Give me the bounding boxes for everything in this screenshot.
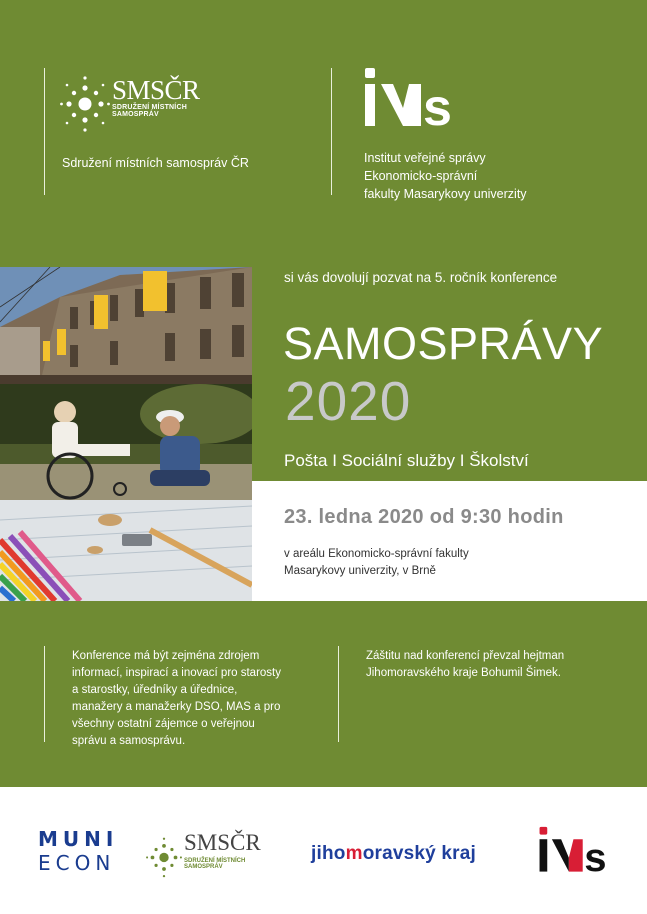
sun-dots-icon xyxy=(60,72,110,132)
conference-topics: Pošta I Sociální služby I Školství xyxy=(284,451,529,470)
date-panel xyxy=(252,481,647,601)
wheelchair-photo xyxy=(0,384,252,500)
right-org-line-3: fakulty Masarykovy univerzity xyxy=(364,187,527,201)
purpose-line-6: správu a samosprávu. xyxy=(72,735,186,747)
patronage-line-1: Záštitu nad konferencí převzal hejtman xyxy=(366,650,565,662)
svg-text:s: s xyxy=(423,79,452,128)
conference-title: SAMOSPRÁVY xyxy=(283,318,604,369)
muni-logo-line-1: MUNI xyxy=(38,827,119,851)
smscr-footer-logo xyxy=(146,828,276,884)
divider-info-middle xyxy=(338,646,339,742)
purpose-line-3: a starostky, úředníky a úřednice, xyxy=(72,684,238,696)
patronage-note xyxy=(366,648,564,682)
sun-dots-footer-icon xyxy=(146,828,182,884)
venue-line-2: Masarykovy univerzity, v Brně xyxy=(284,565,436,577)
event-venue xyxy=(284,546,469,580)
ivs-footer-logo xyxy=(538,826,612,874)
conference-purpose xyxy=(72,648,281,750)
purpose-line-5: všechny ostatní zájemce o veřejnou xyxy=(72,718,255,730)
jihomoravsky-kraj-logo xyxy=(311,843,476,865)
smscr-logo-name: SMSČR xyxy=(112,75,200,105)
muni-logo-line-2: ECON xyxy=(38,851,116,875)
smscr-logo-subtitle: SDRUŽENÍ MÍSTNÍCH SAMOSPRÁV xyxy=(112,104,187,118)
purpose-line-4: manažery a manažerky DSO, MAS a pro xyxy=(72,701,281,713)
event-date: 23. ledna 2020 od 9:30 hodin xyxy=(284,506,564,528)
purpose-line-2: informací, inspirací a inovací pro starosty xyxy=(72,667,281,679)
patronage-line-2: Jihomoravského kraje Bohumil Šimek. xyxy=(366,667,561,679)
jmk-part-2: m xyxy=(345,843,363,864)
svg-text:s: s xyxy=(584,835,607,874)
divider-middle xyxy=(331,68,332,195)
right-org-line-1: Institut veřejné správy xyxy=(364,151,486,165)
muni-econ-logo xyxy=(38,827,118,875)
purpose-line-1: Konference má být zejména zdrojem xyxy=(72,650,260,662)
smscr-footer-name: SMSČR xyxy=(184,830,261,855)
smscr-footer-subtitle: SDRUŽENÍ MÍSTNÍCH SAMOSPRÁV xyxy=(184,858,246,870)
pencils-photo xyxy=(0,500,252,601)
ivs-logo xyxy=(363,68,459,128)
jmk-part-1: jiho xyxy=(311,843,346,864)
smscr-logo xyxy=(60,72,230,132)
jmk-part-3: oravský kraj xyxy=(362,843,477,864)
venue-line-1: v areálu Ekonomicko-správní fakulty xyxy=(284,548,469,560)
left-org-name: Sdružení místních samospráv ČR xyxy=(62,156,249,170)
invitation-intro: si vás dovolují pozvat na 5. ročník konference xyxy=(284,270,558,285)
right-org-line-2: Ekonomicko-správní xyxy=(364,169,478,183)
post-office-photo xyxy=(0,267,252,384)
divider-info-left xyxy=(44,646,45,742)
right-org-name xyxy=(364,149,527,203)
conference-year: 2020 xyxy=(285,370,412,432)
divider-left xyxy=(44,68,45,195)
